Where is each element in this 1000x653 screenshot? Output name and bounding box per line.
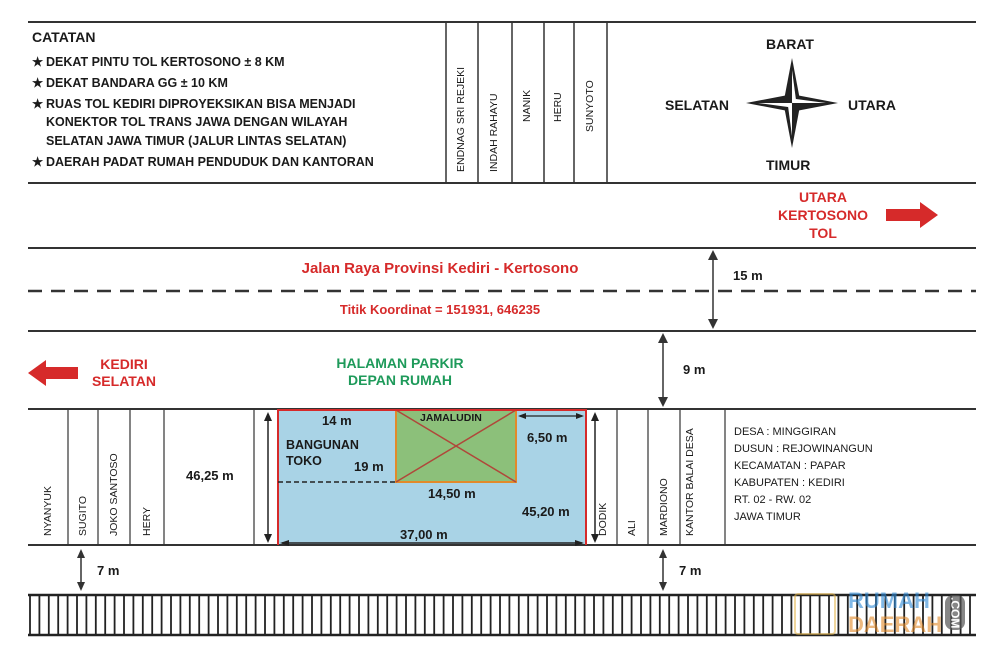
- star-icon: ★: [32, 155, 44, 169]
- note-item: ★ DEKAT BANDARA GG ± 10 KM: [32, 76, 228, 90]
- plot-right-side: 45,20 m: [522, 504, 570, 519]
- owner-label: JAMALUDIN: [420, 412, 482, 424]
- back-distance-left: 7 m: [97, 563, 120, 578]
- shop-label: BANGUNAN TOKO: [286, 438, 359, 468]
- compass-south: TIMUR: [766, 157, 811, 173]
- back-distance-right: 7 m: [679, 563, 702, 578]
- info-province: JAWA TIMUR: [734, 511, 801, 523]
- info-rt-rw: RT. 02 - RW. 02: [734, 494, 812, 506]
- compass-east: UTARA: [848, 97, 896, 113]
- neighbor-name: NANIK: [521, 89, 533, 122]
- parking-label: HALAMAN PARKIR DEPAN RUMAH: [336, 355, 464, 388]
- neighbor-name: ALI: [626, 520, 638, 536]
- arrow-right-icon: [886, 202, 938, 228]
- note-item: ★ DAERAH PADAT RUMAH PENDUDUK DAN KANTORAN: [32, 155, 374, 169]
- neighbor-name: SUNYOTO: [584, 80, 596, 132]
- coordinate-label: Titik Koordinat = 151931, 646235: [339, 302, 541, 317]
- note-item: ★ DEKAT PINTU TOL KERTOSONO ± 8 KM: [32, 55, 285, 69]
- compass-west: SELATAN: [665, 97, 730, 113]
- note-item: ★ RUAS TOL KEDIRI DIPROYEKSIKAN BISA MENJADI: [32, 97, 356, 111]
- note-item-cont: SELATAN JAWA TIMUR (JALUR LINTAS SELATAN): [46, 134, 347, 148]
- compass-rose-icon: [746, 58, 838, 148]
- neighbor-name: MARDIONO: [658, 478, 670, 536]
- plot-left-side: 46,25 m: [186, 468, 234, 483]
- shop-depth: 19 m: [354, 459, 384, 474]
- neighbor-name: DODIK: [597, 502, 609, 536]
- info-dusun: DUSUN : REJOWINANGUN: [734, 443, 873, 455]
- road-name: Jalan Raya Provinsi Kediri - Kertosono: [301, 260, 579, 277]
- neighbor-name: HERY: [141, 507, 153, 536]
- watermark-line1: RUMAH: [848, 588, 930, 613]
- plot-bottom-width: 37,00 m: [400, 527, 448, 542]
- info-kabupaten: KABUPATEN : KEDIRI: [734, 477, 845, 489]
- office-name: KANTOR BALAI DESA: [684, 428, 696, 536]
- star-icon: ★: [32, 76, 44, 90]
- note-item-cont: KONEKTOR TOL TRANS JAWA DENGAN WILAYAH: [46, 115, 348, 129]
- house-logo-icon: [794, 593, 836, 635]
- parking-depth-label: 9 m: [683, 362, 706, 377]
- info-kecamatan: KECAMATAN : PAPAR: [734, 460, 846, 472]
- arrow-left-icon: [28, 360, 78, 386]
- inner-width: 14,50 m: [428, 486, 476, 501]
- neighbor-name: ENDNAG SRI REJEKI: [455, 66, 467, 172]
- neighbor-name: NYANYUK: [42, 486, 54, 536]
- road-width-label: 15 m: [733, 268, 763, 283]
- plot-top-width: 14 m: [322, 413, 352, 428]
- compass-north: BARAT: [766, 36, 814, 52]
- direction-north-label: UTARA KERTOSONO TOL: [778, 189, 868, 241]
- notes-title: CATATAN: [32, 29, 96, 45]
- star-icon: ★: [32, 97, 44, 111]
- neighbor-name: HERU: [552, 92, 564, 122]
- watermark-suffix: .COM: [945, 595, 965, 630]
- neighbor-name: JOKO SANTOSO: [108, 453, 120, 536]
- neighbor-name: INDAH RAHAYU: [488, 93, 500, 172]
- owner-width: 6,50 m: [527, 430, 568, 445]
- direction-south-label: KEDIRI SELATAN: [91, 356, 157, 389]
- star-icon: ★: [32, 55, 44, 69]
- info-desa: DESA : MINGGIRAN: [734, 426, 837, 438]
- neighbor-name: SUGITO: [77, 495, 89, 536]
- watermark-line2: DAERAH: [848, 612, 943, 637]
